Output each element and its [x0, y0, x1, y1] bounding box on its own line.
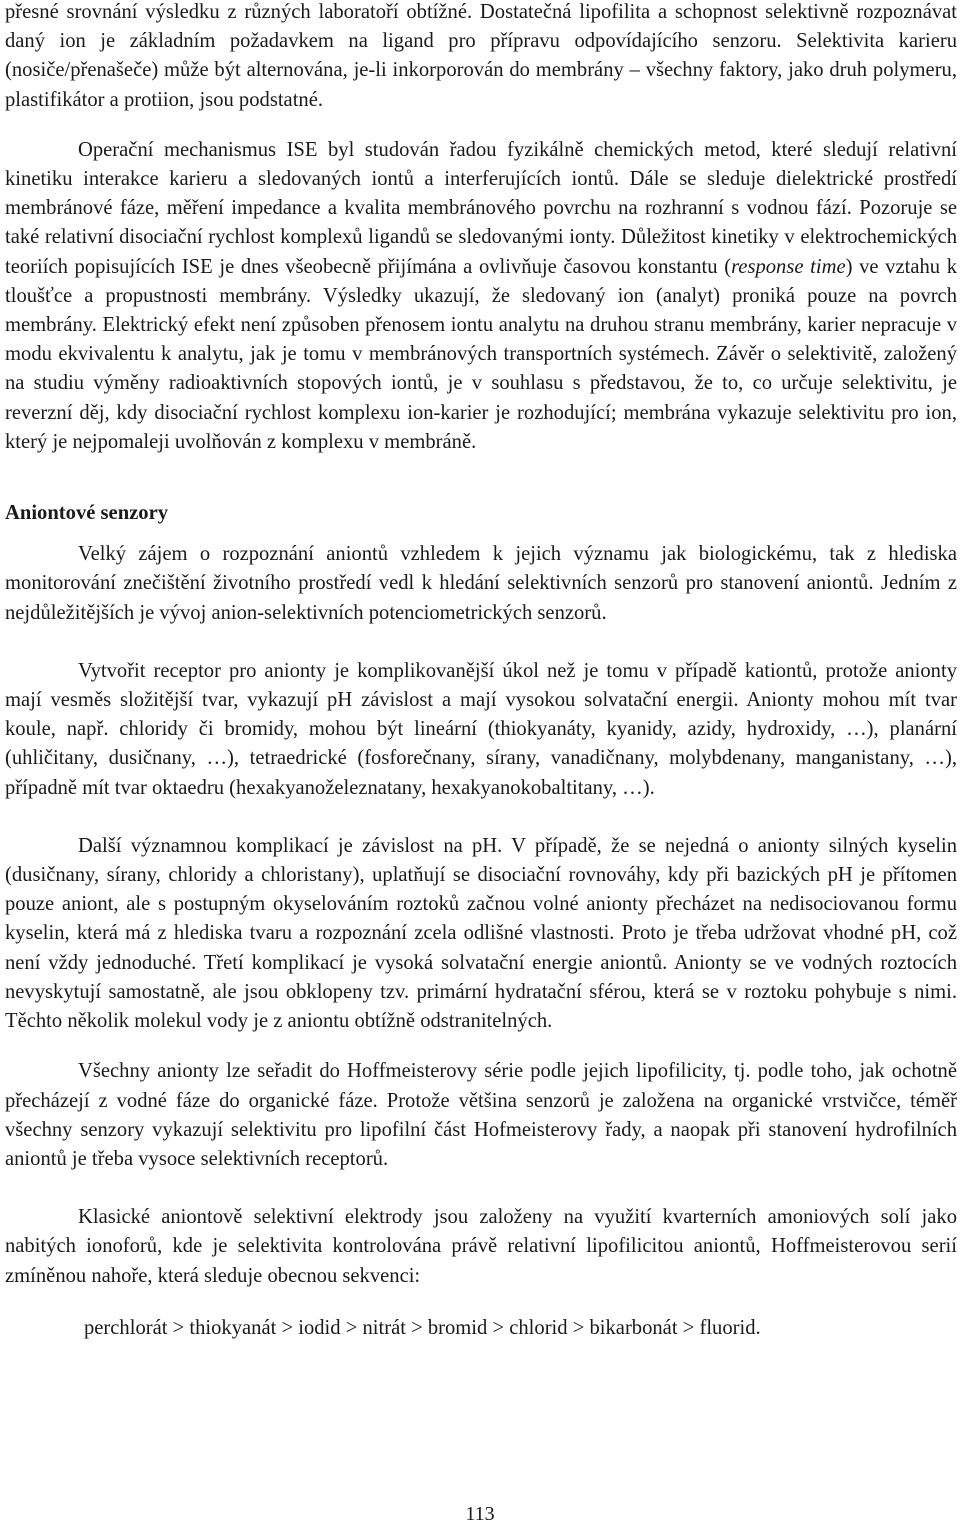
section-heading-wrap: [5, 499, 957, 528]
section-paragraph-5: Klasické aniontově selektivní elektrody jsou založeny na využití kvarterních amoniových solí jako nabitých ionoforů, kde je selektivita kontrolována právě relativní lipofilicitou aniontů, Hoffmeisterovou serií zmíněnou nahoře, která sleduje obecnou sekvenci:: [5, 1206, 957, 1287]
response-time-term: response time: [731, 255, 846, 278]
section-paragraph-1: Velký zájem o rozpoznání aniontů vzhledem k jejich významu jak biologickému, tak z hlediska monitorování znečištění životního prostředí vedl k hledání selektivních senzorů pro stanovení aniontů. Jedním z nejdůležitějších je vývoj anion-selektivních potenciometrických senzorů.: [5, 543, 957, 624]
section-paragraph-2: Vytvořit receptor pro anionty je komplikovanější úkol než je tomu v případě kationtů, protože anionty mají vesměs složitější tvar, vykazují pH závislost a mají vysokou solvatační energii. Anionty mohou mít tvar koule, např. chloridy či bromidy, mohou být lineární (thiokyanáty, kyanidy, azidy, hydroxidy, …), planární (uhličitany, dusičnany, …), tetraedrické (fosforečnany, sírany, vanadičnany, molybdenany, manganistany, …), případně mít tvar oktaedru (hexakyanoželeznatany, hexakyanokobaltitany, …).: [5, 659, 957, 799]
section-paragraph-4: Všechny anionty lze seřadit do Hoffmeisterovy série podle jejich lipofilicity, tj. podle toho, jak ochotně přecházejí z vodné fáze do organické fáze. Protože většina senzorů je založena na organické vrstvičce, téměř všechny senzory vykazují selektivitu pro lipofilní část Hofmeisterovy řady, a naopak při stanovení hydrofilních aniontů je třeba vysoce selektivních receptorů.: [5, 1060, 957, 1170]
intro-paragraph-2: [5, 136, 957, 457]
intro-paragraph-1: přesné srovnání výsledku z různých laboratoří obtížné. Dostatečná lipofilita a schopnost selektivně rozpoznávat daný ion je základním požadavkem na ligand pro přípravu odpovídajícího senzoru. Selektivita karieru (nosiče/přenašeče) může být alternována, je-li inkorporován do membrány – všechny faktory, jako druh polymeru, plastifikátor a protiion, jsou podstatné.: [5, 1, 957, 111]
section-paragraph-3: Další významnou komplikací je závislost na pH. V případě, že se nejedná o anionty silných kyselin (dusičnany, sírany, chloridy a chloristany), uplatňují se disociační rovnováhy, kdy při bazických pH je přítomen pouze aniont, ale s postupným okyselováním roztoků začnou volné anionty přecházet na nedisociovanou formu kyselin, která má z hlediska tvaru a rozpoznání zcela odlišné vlastnosti. Proto je třeba udržovat vhodné pH, což není vždy jednoduché. Třetí komplikací je vysoká solvatační energie aniontů. Anionty se ve vodných roztocích nevyskytují samostatně, ale jsou obklopeny tzv. primární hydratační sférou, která se v roztoku pohybuje s nimi. Těchto několik molekul vody je z aniontu obtížně odstranitelných.: [5, 834, 957, 1033]
section-heading: Aniontové senzory: [5, 502, 169, 525]
intro-paragraph-2-text-a: Operační mechanismus ISE byl studován řadou fyzikálně chemických metod, které sledují relativní kinetiku interakce karieru a sledovaných iontů a interferujících iontů. Dále se sleduje dielektrické prostředí membránové fáze, měření impedance a kvalita membránového povrchu na rozhranní s vodnou fází. Pozoruje se také relativní disociační rychlost komplexů ligandů se sledovanými ionty. Důležitost kinetiky v elektrochemických teoriích popisujících ISE je dnes všeobecně přijímána a ovlivňuje časovou konstantu (: [5, 138, 957, 278]
document-page: [5, 0, 957, 1343]
page-number: 113: [465, 1503, 495, 1525]
anion-sequence: perchlorát > thiokyanát > iodid > nitrát > bromid > chlorid > bikarbonát > fluorid.: [84, 1316, 761, 1339]
intro-paragraph-2-text-b: ) ve vztahu k tloušťce a propustnosti membrány. Výsledky ukazují, že sledovaný ion (analyt) proniká pouze na povrch membrány. Elektrický efekt není způsoben přenosem iontu analytu na druhou stranu membrány, karier nepracuje v modu ekvivalentu k analytu, jak je tomu v membránových transportních systémech. Závěr o selektivitě, založený na studiu výměny radioaktivních stopových iontů, je v souhlasu s představou, že to, co určuje selektivitu, je reverzní děj, kdy disociační rychlost komplexu ion-karier je rozhodující; membrána vykazuje selektivitu pro ion, který je nejpomaleji uvolňován z komplexu v membráně.: [5, 255, 957, 453]
